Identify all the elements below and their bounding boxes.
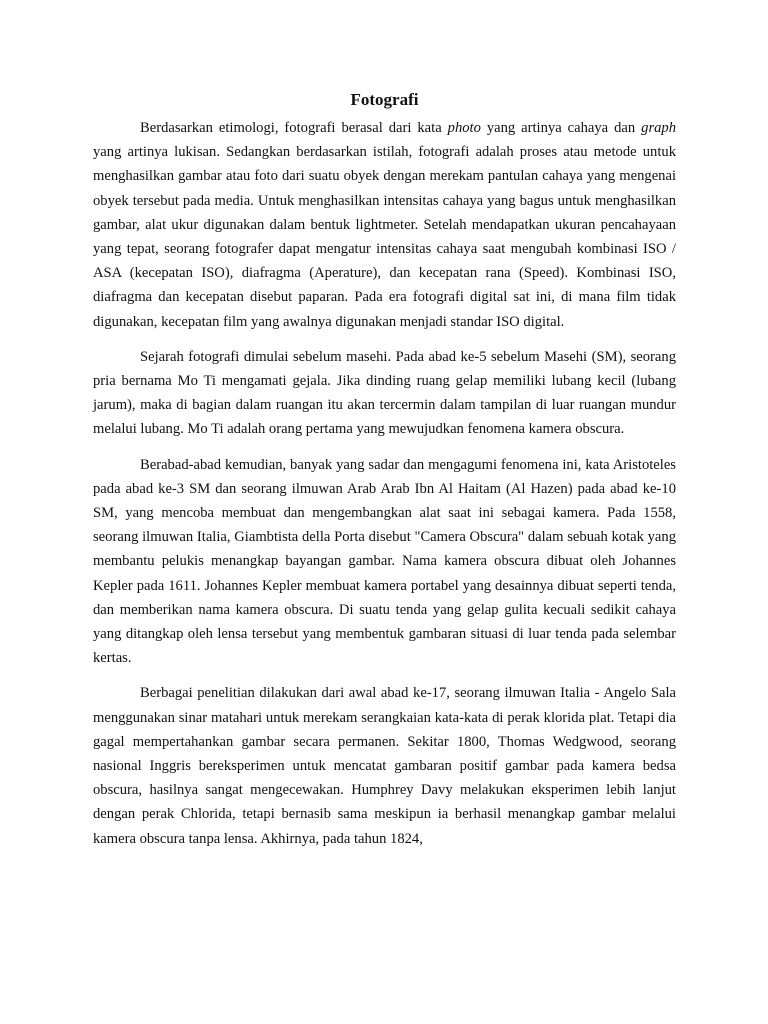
paragraph-etymology bbox=[93, 116, 676, 334]
document-title: Fotografi bbox=[350, 90, 419, 109]
paragraph-17th-century-research: Berbagai penelitian dilakukan dari awal abad ke-17, seorang ilmuwan Italia - Angelo Sala menggunakan sinar matahari untuk merekam serangkaian kata-kata di perak klorida plat. Tetapi dia gagal mempertahankan gambar secara permanen. Sekitar 1800, Thomas Wedgwood, seorang nasional Inggris bereksperimen untuk mencatat gambaran positif gambar pada kamera bedsa obscura, hasilnya sangat mengecewakan. Humphrey Davy melakukan eksperimen lebih lanjut dengan perak Chlorida, tetapi bernasib sama meskipun ia berhasil menangkap gambar melalui kamera obscura tanpa lensa. Akhirnya, pada tahun 1824, bbox=[93, 685, 676, 847]
paragraph-history-mo-ti: Sejarah fotografi dimulai sebelum masehi. Pada abad ke-5 sebelum Masehi (SM), seorang pria bernama Mo Ti mengamati gejala. Jika dinding ruang gelap memiliki lubang kecil (lubang jarum), maka di bagian dalam ruangan itu akan tercermin dalam tampilan di luar ruangan mundur melalui lubang. Mo Ti adalah orang pertama yang mewujudkan fenomena kamera obscura. bbox=[93, 348, 676, 438]
italic-term-graph: graph bbox=[641, 120, 677, 136]
paragraph-text: yang artinya lukisan. Sedangkan berdasarkan istilah, fotografi adalah proses atau metode untuk menghasilkan gambar atau foto dari suatu obyek dengan merekam pantulan cahaya yang mengenai obyek tersebut pada media. Untuk menghasilkan intensitas cahaya yang bagus untuk menghasilkan gambar, alat ukur digunakan dalam bentuk lightmeter. Setelah mendapatkan ukuran pencahayaan yang tepat, seorang fotografer dapat mengatur intensitas cahaya saat mengubah kombinasi ISO / ASA (kecepatan ISO), diafragma (Aperature), dan kecepatan rana (Speed). Kombinasi ISO, diafragma dan kecepatan disebut paparan. Pada era fotografi digital sat ini, di mana film tidak digunakan, kecepatan film yang awalnya digunakan menjadi standar ISO digital. bbox=[93, 144, 676, 330]
paragraph-camera-obscura: Berabad-abad kemudian, banyak yang sadar dan mengagumi fenomena ini, kata Aristoteles pada abad ke-3 SM dan seorang ilmuwan Arab Arab Ibn Al Haitam (Al Hazen) pada abad ke-10 SM, yang mencoba membuat dan mengembangkan alat saat ini sebagai kamera. Pada 1558, seorang ilmuwan Italia, Giambtista della Porta disebut "Camera Obscura" dalam sebuah kotak yang membantu pelukis menangkap bayangan gambar. Nama kamera obscura dibuat oleh Johannes Kepler pada 1611. Johannes Kepler membuat kamera portabel yang desainnya dibuat seperti tenda, dan memberikan nama kamera obscura. Di suatu tenda yang gelap gulita kecuali sedikit cahaya yang ditangkap oleh lensa tersebut yang membentuk gambaran situasi di luar tenda pada selembar kertas. bbox=[93, 456, 676, 667]
italic-term-photo: photo bbox=[447, 120, 481, 136]
paragraph-text: yang artinya cahaya dan bbox=[480, 120, 642, 136]
document-page bbox=[93, 88, 676, 862]
paragraph-text: Berdasarkan etimologi, fotografi berasal dari kata bbox=[140, 120, 448, 136]
